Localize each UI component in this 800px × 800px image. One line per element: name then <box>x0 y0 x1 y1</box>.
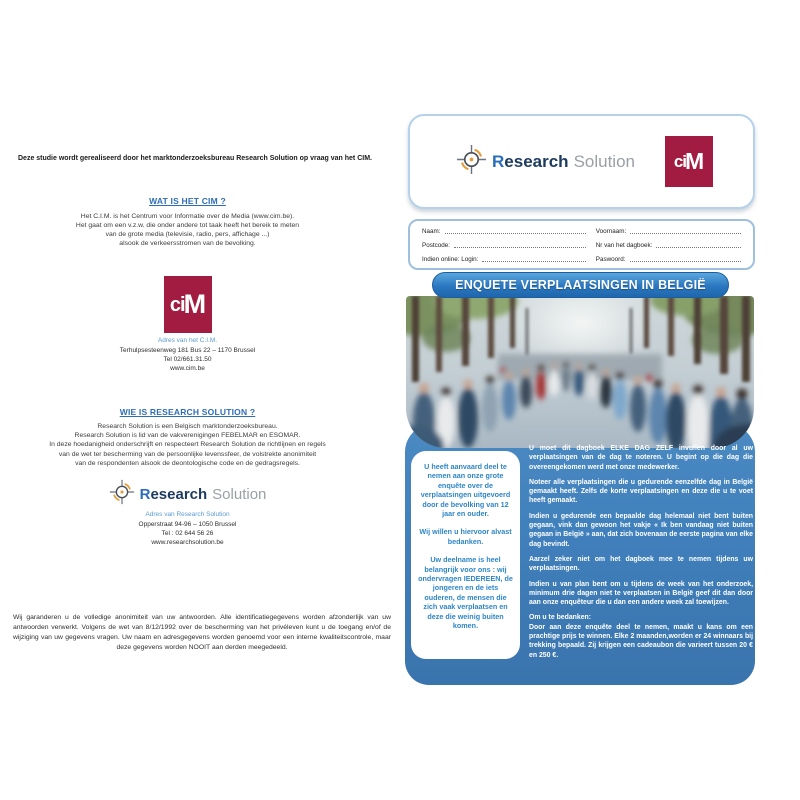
cim-logo-text: ci <box>673 152 686 171</box>
instruction-paragraph: Indien u gedurende een bepaalde dag helemaal niet bent buiten gegaan, vink dan gewoon het vakje « Ik ben vandaag niet buiten gegaan in België » aan, dat zich bovenaan de eerste pagina van elke dag bevindt. <box>529 512 753 548</box>
rs-description-line: van de respondenten alsook de deontologische code en de gedragsregels. <box>75 459 300 467</box>
dotted-answer-line <box>656 241 741 248</box>
form-row <box>422 241 743 249</box>
form-field-voornaam <box>596 227 743 235</box>
anonymity-notice: Wij garanderen u de volledige anonimiteit van uw antwoorden. Alle identificatiegegevens worden afzonderlijk van uw antwoorden verwerkt. Volgens de wet van 8/12/1992 over de bescherming van het privéleven kunt u de toegang en/of de wijziging van uw gegevens vragen. Uw naam en adresgegevens worden genoemd voor een interne kwaliteitscontrole, maar deze gegevens worden NOOIT aan derden meegedeeld. <box>13 614 391 651</box>
brand-solution: Solution <box>212 486 267 503</box>
field-label: Nr van het dagboek: <box>595 242 653 249</box>
cim-description <box>15 212 360 248</box>
rs-address-street: Opperstraat 94-96 – 1050 Brussel <box>138 521 237 528</box>
heading-wat-is-het-cim: WAT IS HET CIM ? <box>149 196 226 206</box>
instruction-paragraph: Aarzel zeker niet om het dagboek mee te nemen tijdens uw verplaatsingen. <box>529 555 753 573</box>
cim-address-street: Terhulpsesteenweg 181 Bus 22 – 1170 Brussel <box>119 347 256 354</box>
survey-title-banner: ENQUETE VERPLAATSINGEN IN BELGIË <box>432 272 729 298</box>
dotted-answer-line <box>630 227 741 234</box>
cim-description-line: Het gaat om een v.z.w. die onder andere tot taak heeft het bereik te meten <box>75 222 300 229</box>
dotted-answer-line <box>482 255 585 262</box>
cim-address-label: Adres van het C.I.M. <box>157 337 218 344</box>
instruction-text: invullen door al uw verplaatsingen van de dag te noteren. U begint op die dag die overeengekomen werd met onze medewerker. <box>529 445 753 471</box>
identification-form <box>408 219 755 270</box>
form-row <box>422 255 743 263</box>
cim-description-line: alsook de verkeersstromen van de bevolking. <box>119 240 256 247</box>
brand-research-rest: esearch <box>150 486 208 503</box>
reward-heading: Om u te bedanken: <box>529 614 592 622</box>
cim-logo-text-m: M <box>183 289 207 319</box>
cim-logo <box>665 136 713 187</box>
field-label: Paswoord: <box>595 256 626 263</box>
importance-paragraph <box>418 555 513 630</box>
field-label: Indien online: Login: <box>422 256 479 263</box>
crosshair-target-icon <box>109 479 135 510</box>
field-label: Voornaam: <box>595 228 627 235</box>
importance-text: Uw deelname is heel belangrijk voor ons : wij ondervragen <box>418 555 507 584</box>
rs-description-line: Research Solution is een Belgisch marktonderzoeksbureau. <box>97 423 278 430</box>
study-intro-line: Deze studie wordt gerealiseerd door het marktonderzoeksbureau Research Solution op vraag van het CIM. <box>18 155 372 162</box>
intro-paragraph: U heeft aanvaard deel te nemen aan onze grote enquête over de verplaatsingen uitgevoerd door de bevolking van 12 jaar en ouder. <box>420 462 511 519</box>
elke-dag-zelf-emphasis: ELKE DAG ZELF <box>610 445 674 452</box>
crosshair-target-icon <box>456 144 487 180</box>
brand-research-initial: R <box>139 486 151 503</box>
form-row <box>422 227 743 235</box>
instruction-text: U moet dit dagboek <box>529 445 611 452</box>
rs-address-phone: Tel : 02 644 56 26 <box>161 530 214 537</box>
form-field-paswoord <box>596 255 743 263</box>
form-field-login <box>422 255 596 263</box>
form-field-postcode <box>422 241 596 249</box>
research-solution-logo <box>456 144 635 180</box>
importance-text: , de jongeren en de iets ouderen, de mensen die zich vaak verplaatsen en deze die weinig buiten komen. <box>423 574 513 631</box>
rs-address-label: Adres van Research Solution <box>145 511 230 518</box>
brand-research <box>140 486 208 503</box>
dotted-answer-line <box>445 227 586 234</box>
rs-description-line: In deze hoedanigheid onderschrijft en respecteert Research Solution de richtlijnen en regels <box>49 441 326 449</box>
brand-research <box>492 152 569 172</box>
participation-intro-box <box>411 451 520 659</box>
diary-instructions <box>529 444 753 666</box>
instruction-paragraph <box>529 444 753 472</box>
iedereen-emphasis: IEDEREEN <box>463 574 501 584</box>
rs-description <box>15 422 360 468</box>
cim-address-phone: Tel 02/661.31.50 <box>163 356 212 363</box>
field-label: Postcode: <box>422 242 451 249</box>
heading-wie-is-research-solution: WIE IS RESEARCH SOLUTION ? <box>119 407 256 417</box>
form-field-naam <box>422 227 596 235</box>
form-field-dagboeknummer <box>596 241 743 249</box>
reward-paragraph: Door aan deze enquête deel te nemen, maakt u kans om een prachtige prijs te winnen. Elke 2 maanden,worden er 24 winnaars bij trekking bepaald. Zij krijgen een cadeaubon die varieert tussen 20 € en 250 €. <box>529 623 753 659</box>
instruction-paragraph: Noteer alle verplaatsingen die u gedurende eenzelfde dag in België gemaakt heeft. Zelfs de korte verplaatsingen en deze die u te voet heeft gemaakt. <box>529 478 753 505</box>
cim-logo <box>164 276 212 333</box>
brand-research-initial: R <box>492 151 505 171</box>
cim-description-line: van de grote media (televisie, radio, pers, affichage ...) <box>105 231 270 238</box>
rs-website-text: www.researchsolution.be <box>151 539 224 546</box>
street-crowd-photo <box>406 296 754 448</box>
cim-logo-text: ci <box>169 293 185 316</box>
logos-header-box <box>408 114 755 209</box>
rs-description-line: Research Solution is lid van de vakverenigingen FEBELMAR en ESOMAR. <box>74 432 301 440</box>
cim-website-text: www.cim.be <box>170 365 205 372</box>
dotted-answer-line <box>630 255 741 262</box>
field-label: Naam: <box>422 228 441 235</box>
thank-you-line: Wij willen u hiervoor alvast bedanken. <box>419 527 512 546</box>
research-solution-logo <box>15 479 360 510</box>
rs-description-line: van de wet ter bescherming van de persoonlijke levenssfeer, de volstrekte anonimiteit <box>58 450 317 458</box>
instruction-paragraph: Indien u van plan bent om u tijdens de week van het onderzoek, minimum drie dagen niet te verplaatsen in België geef dit dan door aan onze enquêteur die u dan een andere week zal toewijzen. <box>529 580 753 607</box>
cim-description-line: Het C.I.M. is het Centrum voor Informatie over de Media (www.cim.be). <box>80 213 295 220</box>
cim-logo-text-m: M <box>685 148 705 174</box>
dotted-answer-line <box>454 241 586 248</box>
brand-solution: Solution <box>573 151 635 171</box>
brand-research-rest: esearch <box>504 151 569 171</box>
